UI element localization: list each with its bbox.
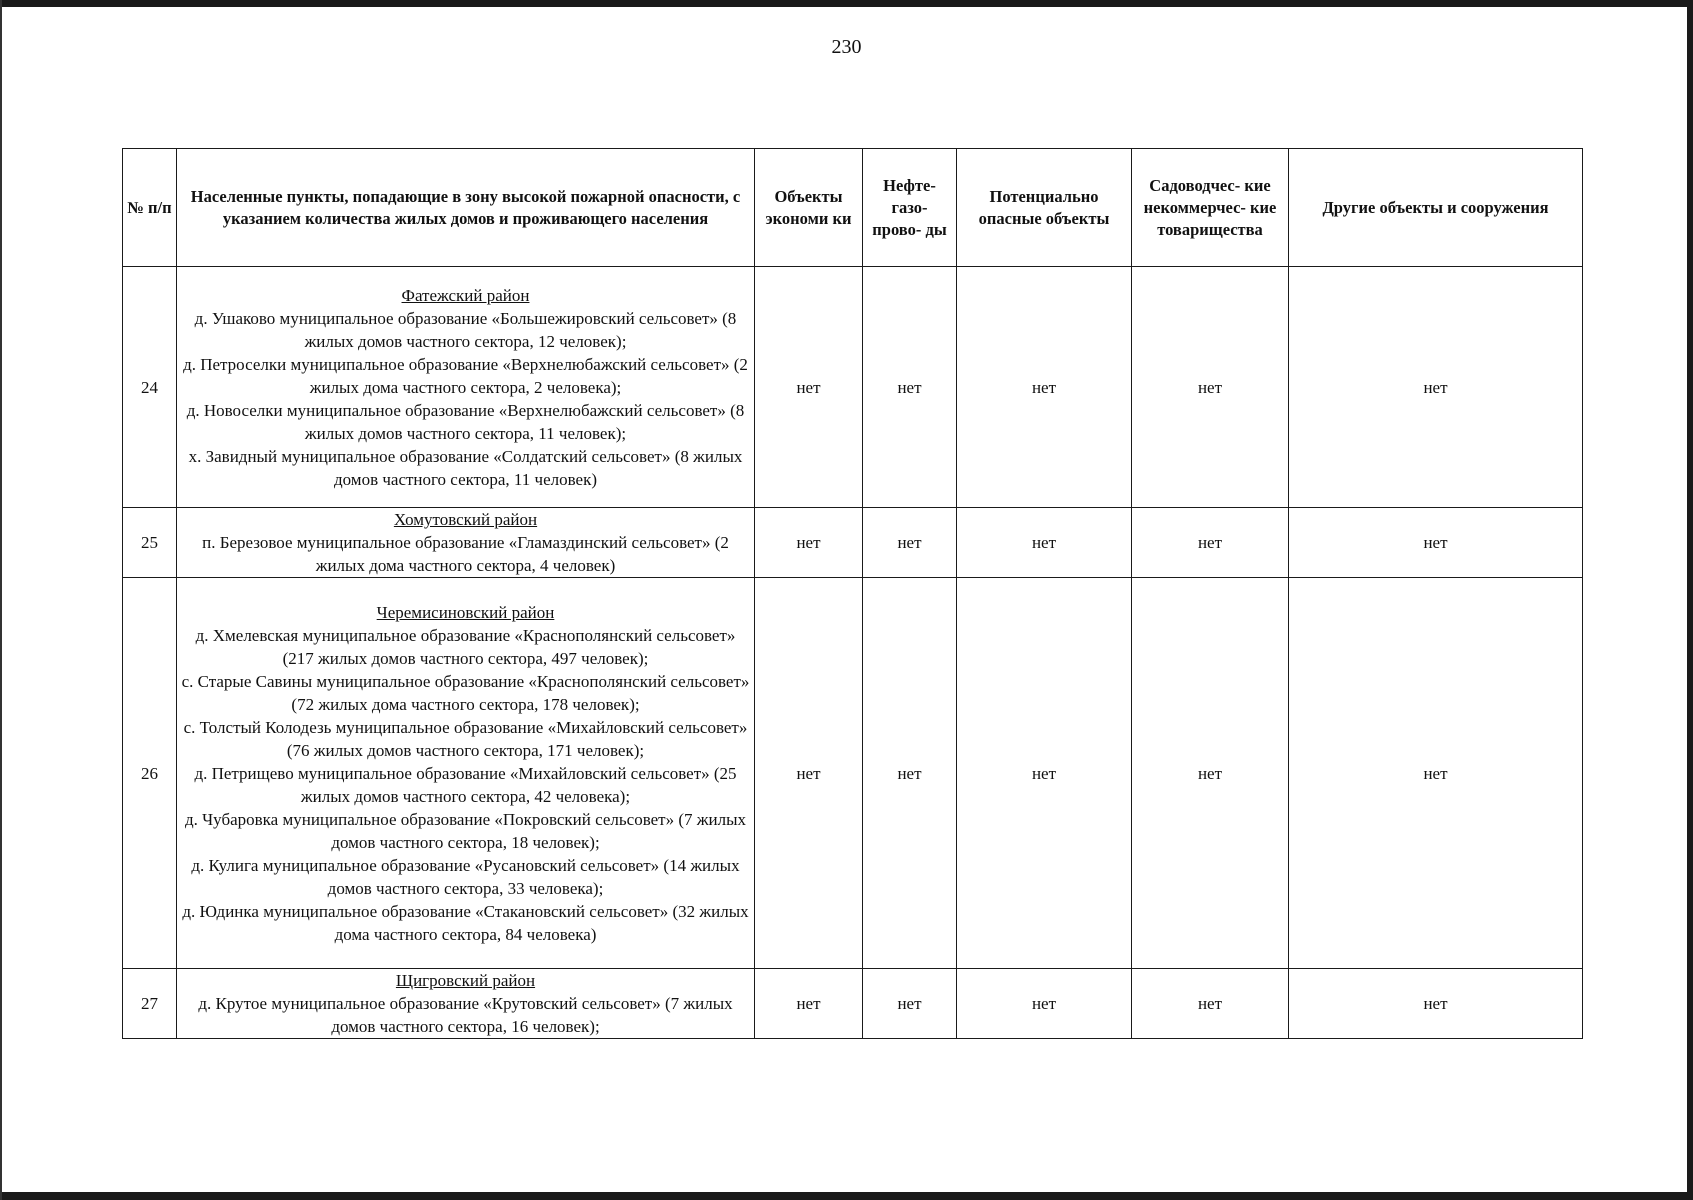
header-num: № п/п <box>123 149 177 267</box>
scan-border-left <box>0 0 2 1200</box>
settlement-entry: с. Старые Савины муниципальное образование «Краснополянский сельсовет» (72 жилых дома частного сектора, 178 человек); <box>181 671 750 714</box>
settlement-entry: п. Березовое муниципальное образование «Гламаздинский сельсовет» (2 жилых дома частного сектора, 4 человек) <box>202 533 729 575</box>
row-number: 24 <box>123 267 177 508</box>
settlements-cell <box>177 969 755 1039</box>
district-name: Щигровский район <box>395 971 536 990</box>
row-number: 26 <box>123 578 177 969</box>
settlement-entry: д. Петроселки муниципальное образование «Верхнелюбажский сельсовет» (2 жилых дома частного сектора, 2 человека); <box>183 354 748 397</box>
economy-cell: нет <box>755 267 863 508</box>
scan-border-bottom <box>0 1192 1693 1200</box>
table-row <box>123 508 1583 578</box>
header-pipelines: Нефте- газо- прово- ды <box>863 149 957 267</box>
economy-cell: нет <box>755 578 863 969</box>
settlement-entry: д. Чубаровка муниципальное образование «Покровский сельсовет» (7 жилых домов частного сектора, 18 человек); <box>184 809 747 852</box>
district-name: Черемисиновский район <box>376 602 555 622</box>
settlement-entry: д. Петрищево муниципальное образование «Михайловский сельсовет» (25 жилых домов частного сектора, 42 человека); <box>194 763 737 806</box>
fire-hazard-table <box>122 148 1583 1039</box>
other-cell: нет <box>1289 267 1583 508</box>
settlement-entry: х. Завидный муниципальное образование «Солдатский сельсовет» (8 жилых домов частного сектора, 11 человек) <box>188 446 743 489</box>
other-cell: нет <box>1289 508 1583 578</box>
settlements-cell <box>177 267 755 508</box>
pipelines-cell: нет <box>863 508 957 578</box>
economy-cell: нет <box>755 969 863 1039</box>
settlement-entry: д. Кулига муниципальное образование «Русановский сельсовет» (14 жилых домов частного сектора, 33 человека); <box>191 855 740 898</box>
settlements-cell <box>177 508 755 578</box>
gardening-cell: нет <box>1132 578 1289 969</box>
page-number: 230 <box>831 36 862 58</box>
economy-cell: нет <box>755 508 863 578</box>
settlement-entry: д. Крутое муниципальное образование «Крутовский сельсовет» (7 жилых домов частного сектора, 16 человек); <box>198 994 733 1036</box>
table-header-row <box>123 149 1583 267</box>
header-settlements: Населенные пункты, попадающие в зону высокой пожарной опасности, с указанием количества жилых домов и проживающего населения <box>177 149 755 267</box>
other-cell: нет <box>1289 969 1583 1039</box>
header-other: Другие объекты и сооружения <box>1289 149 1583 267</box>
pipelines-cell: нет <box>863 267 957 508</box>
settlement-entry: д. Хмелевская муниципальное образование «Краснополянский сельсовет» (217 жилых домов частного сектора, 497 человек); <box>195 625 736 668</box>
settlement-entry: д. Новоселки муниципальное образование «Верхнелюбажский сельсовет» (8 жилых домов частного сектора, 11 человек); <box>186 400 745 443</box>
other-cell: нет <box>1289 578 1583 969</box>
scan-border-top <box>0 0 1693 7</box>
header-gardening: Садоводчес- кие некоммерчес- кие товарищества <box>1132 149 1289 267</box>
table-row <box>123 969 1583 1039</box>
district-name: Хомутовский район <box>393 510 538 529</box>
hazardous-cell: нет <box>957 578 1132 969</box>
row-number: 27 <box>123 969 177 1039</box>
table-row <box>123 267 1583 508</box>
gardening-cell: нет <box>1132 267 1289 508</box>
table-row <box>123 578 1583 969</box>
settlement-entry: с. Толстый Колодезь муниципальное образование «Михайловский сельсовет» (76 жилых домов частного сектора, 171 человек); <box>183 717 748 760</box>
row-number: 25 <box>123 508 177 578</box>
gardening-cell: нет <box>1132 508 1289 578</box>
pipelines-cell: нет <box>863 578 957 969</box>
hazardous-cell: нет <box>957 267 1132 508</box>
pipelines-cell: нет <box>863 969 957 1039</box>
settlement-entry: д. Юдинка муниципальное образование «Стакановский сельсовет» (32 жилых дома частного сектора, 84 человека) <box>182 901 749 944</box>
header-hazardous: Потенциально опасные объекты <box>957 149 1132 267</box>
district-name: Фатежский район <box>401 285 530 305</box>
hazardous-cell: нет <box>957 969 1132 1039</box>
header-economy: Объекты экономи ки <box>755 149 863 267</box>
settlements-cell <box>177 578 755 969</box>
settlement-entry: д. Ушаково муниципальное образование «Большежировский сельсовет» (8 жилых домов частного сектора, 12 человек); <box>194 308 737 351</box>
gardening-cell: нет <box>1132 969 1289 1039</box>
hazardous-cell: нет <box>957 508 1132 578</box>
scan-border-right <box>1687 0 1693 1200</box>
